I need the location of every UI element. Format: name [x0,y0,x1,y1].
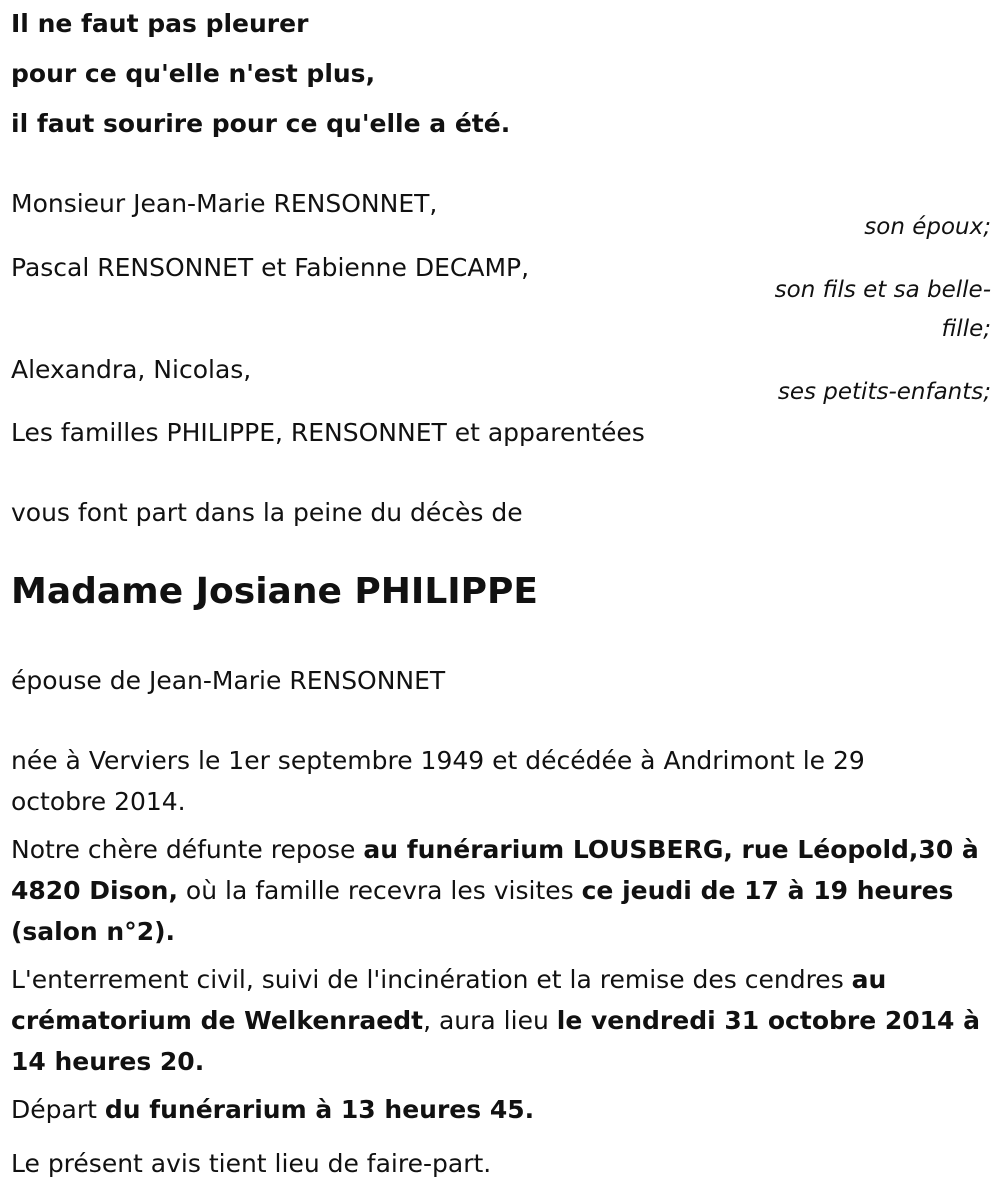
announcement-line: vous font part dans la peine du décès de [11,498,523,527]
birth-death-line-2: octobre 2014. [11,787,186,816]
burial-time: le vendredi 31 octobre 2014 à 14 heures 20. [11,1006,981,1076]
families-line: Les familles PHILIPPE, RENSONNET et apparentées [11,418,645,447]
burial-paragraph [11,959,989,1082]
notice-line: Le présent avis tient lieu de faire-part. [11,1149,492,1178]
rest-visit-time: ce jeudi de 17 à 19 heures (salon n°2). [11,876,954,946]
children-name: Pascal RENSONNET et Fabienne DECAMP, [11,253,530,282]
departure-text: Départ [11,1095,105,1124]
rest-text-1: Notre chère défunte repose [11,835,364,864]
birth-death-line-1: née à Verviers le 1er septembre 1949 et décédée à Andrimont le 29 [11,746,865,775]
burial-location: au crématorium de Welkenraedt [11,965,887,1035]
children-relation-line-2: fille; [941,316,991,342]
grandchildren-relation: ses petits-enfants; [777,379,991,405]
rest-location: au funérarium LOUSBERG, rue Léopold,30 à 4820 Dison, [11,835,979,905]
rest-paragraph [11,829,989,952]
quote-line-3: il faut sourire pour ce qu'elle a été. [11,109,511,138]
spouse-name: Monsieur Jean-Marie RENSONNET, [11,189,438,218]
departure-paragraph [11,1089,989,1130]
grandchildren-name: Alexandra, Nicolas, [11,355,252,384]
rest-text-2: où la famille recevra les visites [177,876,582,905]
quote-line-1: Il ne faut pas pleurer [11,9,309,38]
burial-text-1: L'enterrement civil, suivi de l'incinération et la remise des cendres [11,965,852,994]
spouse-relation: son époux; [864,214,991,240]
departure-time: du funérarium à 13 heures 45. [104,1095,535,1124]
spouse-of-line: épouse de Jean-Marie RENSONNET [11,666,446,695]
quote-line-2: pour ce qu'elle n'est plus, [11,59,376,88]
children-relation-line-1: son fils et sa belle- [774,277,991,303]
burial-text-2: , aura lieu [423,1006,557,1035]
deceased-name: Madame Josiane PHILIPPE [11,571,539,612]
